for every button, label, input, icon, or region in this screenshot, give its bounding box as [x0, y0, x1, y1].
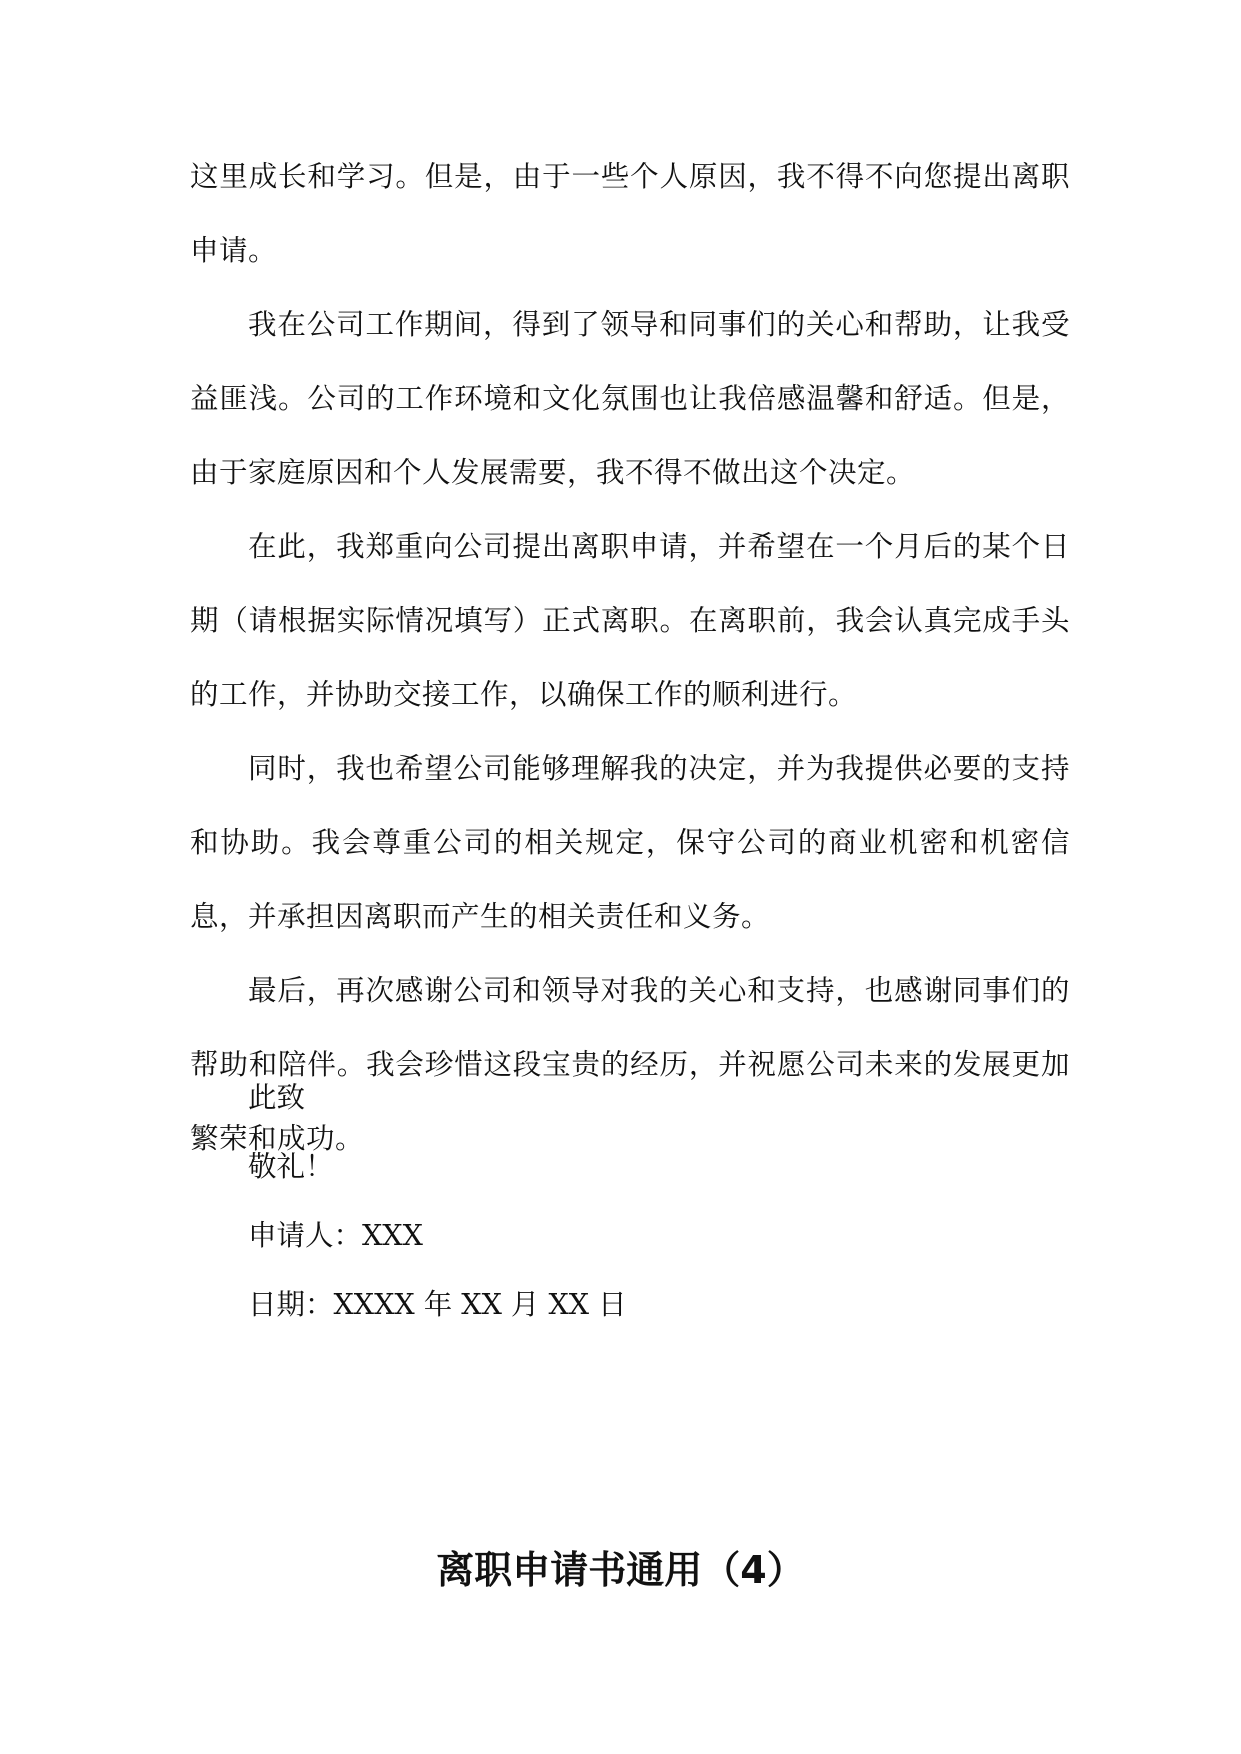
closing-salutation: 此致 [248, 1081, 306, 1114]
paragraph-gratitude: 我在公司工作期间，得到了领导和同事们的关心和帮助，让我受益匪浅。公司的工作环境和文化氛围也让我倍感温馨和舒适。但是，由于家庭原因和个人发展需要，我不得不做出这个决定。 [190, 308, 1070, 489]
section-heading: 离职申请书通用（4） [436, 1548, 805, 1592]
paragraph-resignation-request: 在此，我郑重向公司提出离职申请，并希望在一个月后的某个日期（请根据实际情况填写）正式离职。在离职前，我会认真完成手头的工作，并协助交接工作，以确保工作的顺利进行。 [190, 530, 1070, 711]
paragraph-support-request: 同时，我也希望公司能够理解我的决定，并为我提供必要的支持和协助。我会尊重公司的相关规定，保守公司的商业机密和机密信息，并承担因离职而产生的相关责任和义务。 [190, 752, 1070, 933]
applicant-line: 申请人：XXX [248, 1219, 423, 1252]
letter-body [190, 140, 1070, 1176]
paragraph-continuation: 这里成长和学习。但是，由于一些个人原因，我不得不向您提出离职申请。 [190, 160, 1070, 267]
paragraph-final-thanks: 最后，再次感谢公司和领导对我的关心和支持，也感谢同事们的帮助和陪伴。我会珍惜这段宝贵的经历，并祝愿公司未来的发展更加繁荣和成功。 [190, 974, 1070, 1155]
closing-regards: 敬礼！ [248, 1150, 334, 1183]
date-line: 日期：XXXX 年 XX 月 XX 日 [248, 1288, 627, 1321]
